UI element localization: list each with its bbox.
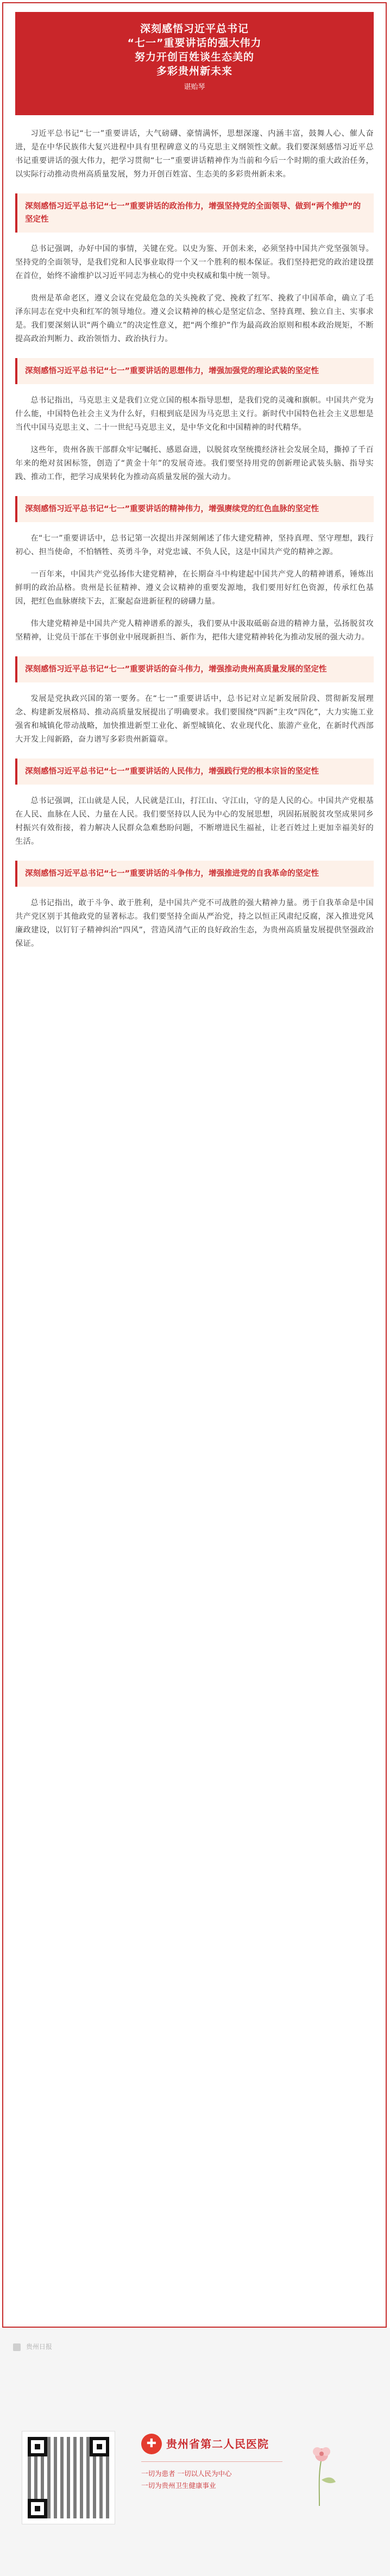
slogan-line: 一切为患者 一切以人民为中心 bbox=[141, 2470, 232, 2478]
divider bbox=[141, 2461, 282, 2462]
section-heading: 深刻感悟习近平总书记“七一”重要讲话的人民伟力，增强践行党的根本宗旨的坚定性 bbox=[15, 759, 374, 785]
section-heading: 深刻感悟习近平总书记“七一”重要讲话的斗争伟力，增强推进党的自我革命的坚定性 bbox=[15, 861, 374, 887]
flower-decoration-icon bbox=[298, 2442, 341, 2507]
intro-paragraph: 习近平总书记“七一”重要讲话，大气磅礴、豪情满怀，思想深邃、内涵丰富，鼓舞人心、催人奋进，是在中华民族伟大复兴进程中具有里程碑意义的马克思主义纲领性文献。我们要深刻感悟习近平总书记重要讲话的强大伟力，把学习贯彻“七一”重要讲话精神作为当前和今后一个时期的重大政治任务，以实际行动推动贵州高质量发展，努力开创百姓富、生态美的多彩贵州新未来。 bbox=[15, 129, 374, 179]
section-heading: 深刻感悟习近平总书记“七一”重要讲话的精神伟力，增强赓续党的红色血脉的坚定性 bbox=[15, 496, 374, 522]
body-paragraph: 总书记强调，办好中国的事情，关键在党。以史为鉴、开创未来，必须坚持中国共产党坚强领导。坚持党的全面领导，是我们党和人民事业取得一个又一个胜利的根本保证。我们坚持把党的政治建设摆在首位，始终不渝维护以习近平同志为核心的党中央权威和集中统一领导。 bbox=[15, 245, 374, 280]
qr-code[interactable] bbox=[22, 2431, 115, 2524]
qr-corner bbox=[28, 2437, 47, 2456]
body-paragraph: 一百年来，中国共产党弘扬伟大建党精神，在长期奋斗中构建起中国共产党人的精神谱系，锤炼出鲜明的政治品格。贵州是长征精神、遵义会议精神的重要发源地，我们要用好红色资源，传承红色基因，把红色血脉赓续下去，汇聚起奋进新征程的磅礴力量。 bbox=[15, 570, 374, 606]
body-paragraph: 总书记指出，马克思主义是我们立党立国的根本指导思想，是我们党的灵魂和旗帜。中国共产党为什么能，中国特色社会主义为什么好，归根到底是因为马克思主义行。新时代中国特色社会主义思想是当代中国马克思主义、二十一世纪马克思主义，是中华文化和中国精神的时代精华。 bbox=[15, 396, 374, 432]
body-paragraph: 贵州是革命老区，遵义会议在党最危急的关头挽救了党、挽救了红军、挽救了中国革命，确立了毛泽东同志在党中央和红军的领导地位。遵义会议精神的核心是坚定信念、坚持真理、独立自主、实事求是。我们要深刻认识“两个确立”的决定性意义，把“两个维护”作为最高政治原则和根本政治规矩，不断提高政治判断力、政治领悟力、政治执行力。 bbox=[15, 294, 374, 343]
body-paragraph: 发展是党执政兴国的第一要务。在“七一”重要讲话中，总书记对立足新发展阶段、贯彻新发展理念、构建新发展格局、推动高质量发展提出了明确要求。我们要围绕“四新”主攻“四化”，大力实施工业强省和城镇化带动战略，加快推进新型工业化、新型城镇化、农业现代化、旅游产业化，在新时代西部大开发上闯新路，奋力谱写多彩贵州新篇章。 bbox=[15, 694, 374, 744]
slogan-line: 一切为贵州卫生健康事业 bbox=[141, 2481, 216, 2490]
hospital-name: 贵州省第二人民医院 bbox=[166, 2437, 269, 2450]
body-paragraph: 伟大建党精神是中国共产党人精神谱系的源头，我们要从中汲取砥砺奋进的精神力量，弘扬脱贫攻坚精神，让党员干部在干事创业中展现新担当、新作为，把伟大建党精神转化为推动发展的强大动力。 bbox=[15, 619, 374, 642]
section-heading: 深刻感悟习近平总书记“七一”重要讲话的奋斗伟力，增强推动贵州高质量发展的坚定性 bbox=[15, 656, 374, 682]
qr-corner bbox=[90, 2437, 109, 2456]
title-block bbox=[15, 12, 374, 78]
footer bbox=[0, 2328, 390, 2576]
body-paragraph: 这些年，贵州各族干部群众牢记嘱托、感恩奋进，以脱贫攻坚统揽经济社会发展全局，撕掉了千百年来的绝对贫困标签，创造了“黄金十年”的发展奇迹。我们要坚持用党的创新理论武装头脑、指导实践、推动工作，把学习成果转化为推动高质量发展的强大动力。 bbox=[15, 446, 374, 481]
body-paragraph: 总书记指出，敢于斗争、敢于胜利，是中国共产党不可战胜的强大精神力量。勇于自我革命是中国共产党区别于其他政党的显著标志。我们要坚持全面从严治党，持之以恒正风肃纪反腐，深入推进党风廉政建设，以钉钉子精神纠治“四风”，营造风清气正的良好政治生态，为贵州高质量发展提供坚强政治保证。 bbox=[15, 899, 374, 948]
source-line bbox=[13, 2340, 377, 2354]
author-name: 谌贻琴 bbox=[184, 83, 205, 91]
title-line: 深刻感悟习近平总书记 bbox=[140, 23, 249, 35]
title-line: 努力开创百姓谈生态美的 bbox=[134, 51, 254, 63]
source-label: 贵州日报 bbox=[26, 2343, 52, 2351]
section-heading: 深刻感悟习近平总书记“七一”重要讲话的思想伟力，增强加强党的理论武装的坚定性 bbox=[15, 358, 374, 384]
source-icon bbox=[13, 2343, 21, 2351]
section-heading: 深刻感悟习近平总书记“七一”重要讲话的政治伟力，增强坚持党的全面领导、做到“两个维护”的坚定性 bbox=[15, 193, 374, 233]
article-body bbox=[15, 127, 374, 960]
hospital-slogan bbox=[141, 2468, 231, 2492]
title-line: 多彩贵州新未来 bbox=[156, 65, 232, 77]
body-paragraph: 总书记强调，江山就是人民，人民就是江山，打江山、守江山，守的是人民的心。中国共产党根基在人民、血脉在人民、力量在人民。我们要坚持以人民为中心的发展思想，巩固拓展脱贫攻坚成果同乡村振兴有效衔接，着力解决人民群众急难愁盼问题，不断增进民生福祉，让老百姓过上更加幸福美好的生活。 bbox=[15, 797, 374, 846]
hospital-logo-icon: ✚ bbox=[141, 2434, 162, 2454]
title-line: “七一”重要讲话的强大伟力 bbox=[127, 37, 262, 49]
title-banner bbox=[15, 12, 374, 115]
body-paragraph: 在“七一”重要讲话中，总书记第一次提出并深刻阐述了伟大建党精神，坚持真理、坚守理想，践行初心、担当使命，不怕牺牲、英勇斗争，对党忠诚、不负人民，这是中国共产党的精神之源。 bbox=[15, 534, 374, 556]
qr-corner bbox=[28, 2499, 47, 2518]
